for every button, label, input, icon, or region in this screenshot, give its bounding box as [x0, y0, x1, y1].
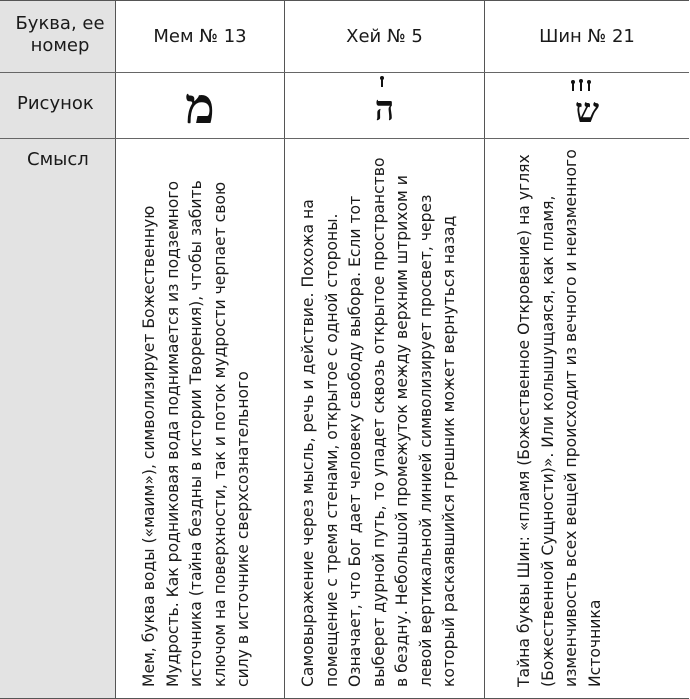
column-header-mem: Мем № 13: [153, 26, 247, 47]
meaning-cell-hey: [297, 139, 477, 697]
row-label-drawing: Рисунок: [17, 93, 94, 114]
mem-glyph: מ: [185, 76, 215, 135]
meaning-cell-shin: [513, 139, 633, 697]
column-header-hey: Хей № 5: [346, 26, 423, 47]
row-label-letter-number: Буква, ее номер: [15, 13, 105, 56]
shin-glyph: ש: [574, 90, 600, 131]
row-label-meaning: Смысл: [27, 149, 89, 170]
hey-glyph: ה: [374, 88, 395, 129]
meaning-text-mem: Мем, буква воды («маим»), символизирует Божественную Мудрость. Как родниковая вода поднимается из подземного источника (тайна бездны в истории Творения), чтобы забить ключом на поверхности, так и поток мудрости черпает свою силу в источнике сверхсознательного: [140, 180, 252, 687]
meaning-cell-mem: [138, 139, 268, 697]
meaning-text-hey: Самовыражение через мысль, речь и действие. Похожа на помещение с тремя стенами, открытое с одной стороны. Означает, что Бог дает человеку свободу выбора. Если тот выберет дурной путь, то упадет сквозь открытое пространство в бездну. Небольшой промежуток между верхним штрихом и левой вертикальной линией символизирует просвет, через который раскаявшийся грешник может вернуться назад: [299, 157, 458, 687]
column-header-shin: Шин № 21: [539, 26, 635, 47]
hey-crown-icon: [375, 75, 389, 89]
shin-crown-icon: [570, 79, 592, 93]
meaning-text-shin: Тайна буквы Шин: «пламя (Божественное Откровение) на углях (Божественной Сущности)». Или колышущаяся, как пламя, изменчивость всех вещей происходит из вечного и неизменного Источника: [515, 149, 604, 687]
